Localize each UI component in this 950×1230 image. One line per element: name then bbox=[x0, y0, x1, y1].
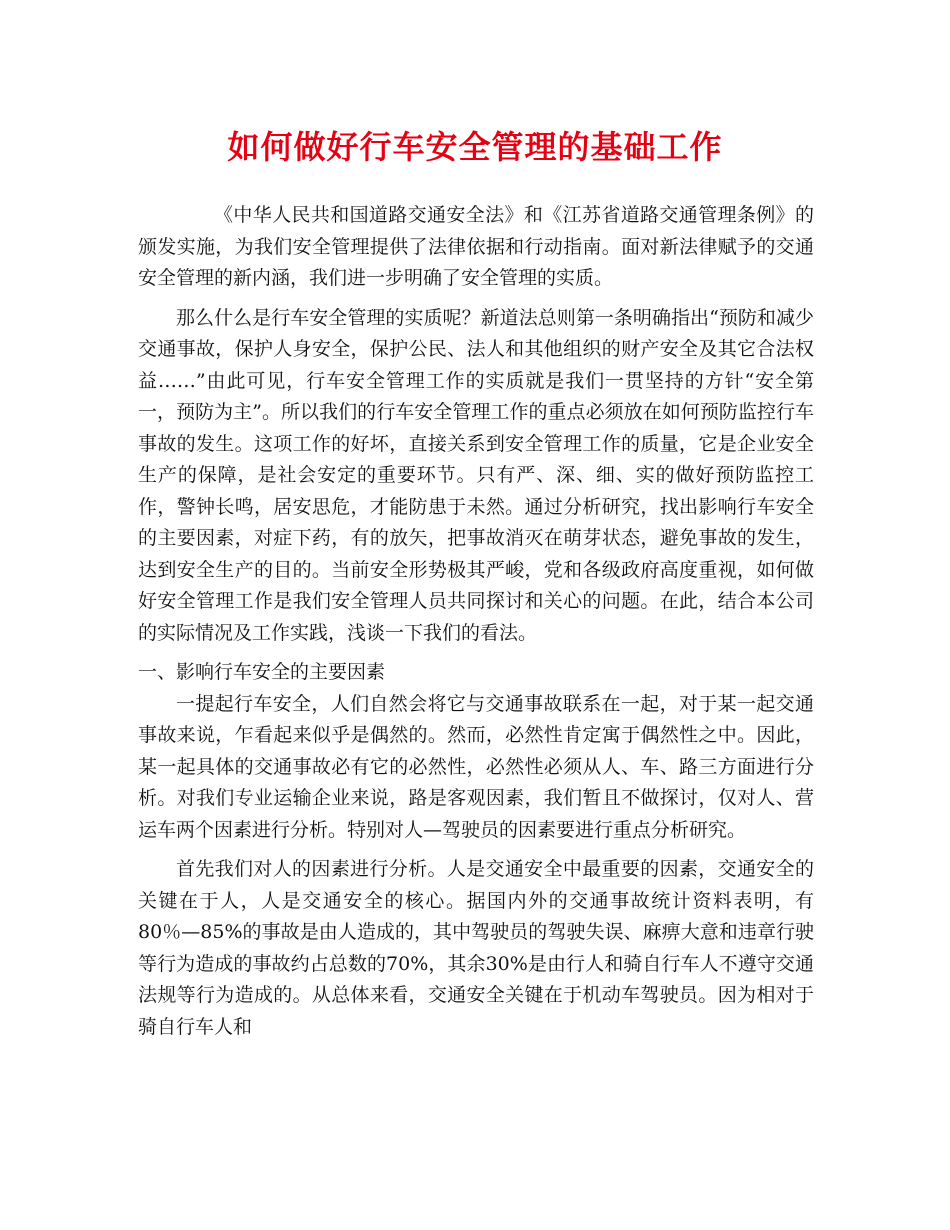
paragraph-human-factor: 首先我们对人的因素进行分析。人是交通安全中最重要的因素，交通安全的关键在于人，人是交通安全的核心。据国内外的交通事故统计资料表明，有 80％—85%的事故是由人造成的，其中驾驶员的驾驶失误、麻痹大意和违章行驶等行为造成的事故约占总数的70%，其余30%是由行人和骑自行车人不遵守交通法规等行为造成的。从总体来看，交通安全关键在于机动车驾驶员。因为相对于骑自行车人和 bbox=[138, 858, 814, 1038]
paragraph-essence: 那么什么是行车安全管理的实质呢？新道法总则第一条明确指出“预防和减少交通事故，保护人身安全，保护公民、法人和其他组织的财产安全及其它合法权益……”由此可见，行车安全管理工作的实质就是我们一贯坚持的方针“安全第一，预防为主”。所以我们的行车安全管理工作的重点必须放在如何预防监控行车事故的发生。这项工作的好坏，直接关系到安全管理工作的质量，它是企业安全生产的保障，是社会安定的重要环节。只有严、深、细、实的做好预防监控工作，警钟长鸣，居安思危，才能防患于未然。通过分析研究，找出影响行车安全的主要因素，对症下药，有的放矢，把事故消灭在萌芽状态，避免事故的发生，达到安全生产的目的。当前安全形势极其严峻，党和各级政府高度重视，如何做好安全管理工作是我们安全管理人员共同探讨和关心的问题。在此，结合本公司的实际情况及工作实践，浅谈一下我们的看法。 bbox=[138, 306, 814, 644]
document-body bbox=[138, 200, 814, 1051]
section-heading: 一、影响行车安全的主要因素 bbox=[138, 661, 386, 683]
document-title: 如何做好行车安全管理的基础工作 bbox=[227, 128, 723, 166]
paragraph-intro: 《中华人民共和国道路交通安全法》和《江苏省道路交通管理条例》的颁发实施，为我们安全管理提供了法律依据和行动指南。面对新法律赋予的交通安全管理的新内涵，我们进一步明确了安全管理的实质。 bbox=[138, 204, 814, 289]
paragraph-factors: 一提起行车安全，人们自然会将它与交通事故联系在一起，对于某一起交通事故来说，乍看起来似乎是偶然的。然而，必然性肯定寓于偶然性之中。因此，某一起具体的交通事故必有它的必然性，必然性必须从人、车、路三方面进行分析。对我们专业运输企业来说，路是客观因素，我们暂且不做探讨，仅对人、营运车两个因素进行分析。特别对人—驾驶员的因素要进行重点分析研究。 bbox=[138, 692, 814, 841]
